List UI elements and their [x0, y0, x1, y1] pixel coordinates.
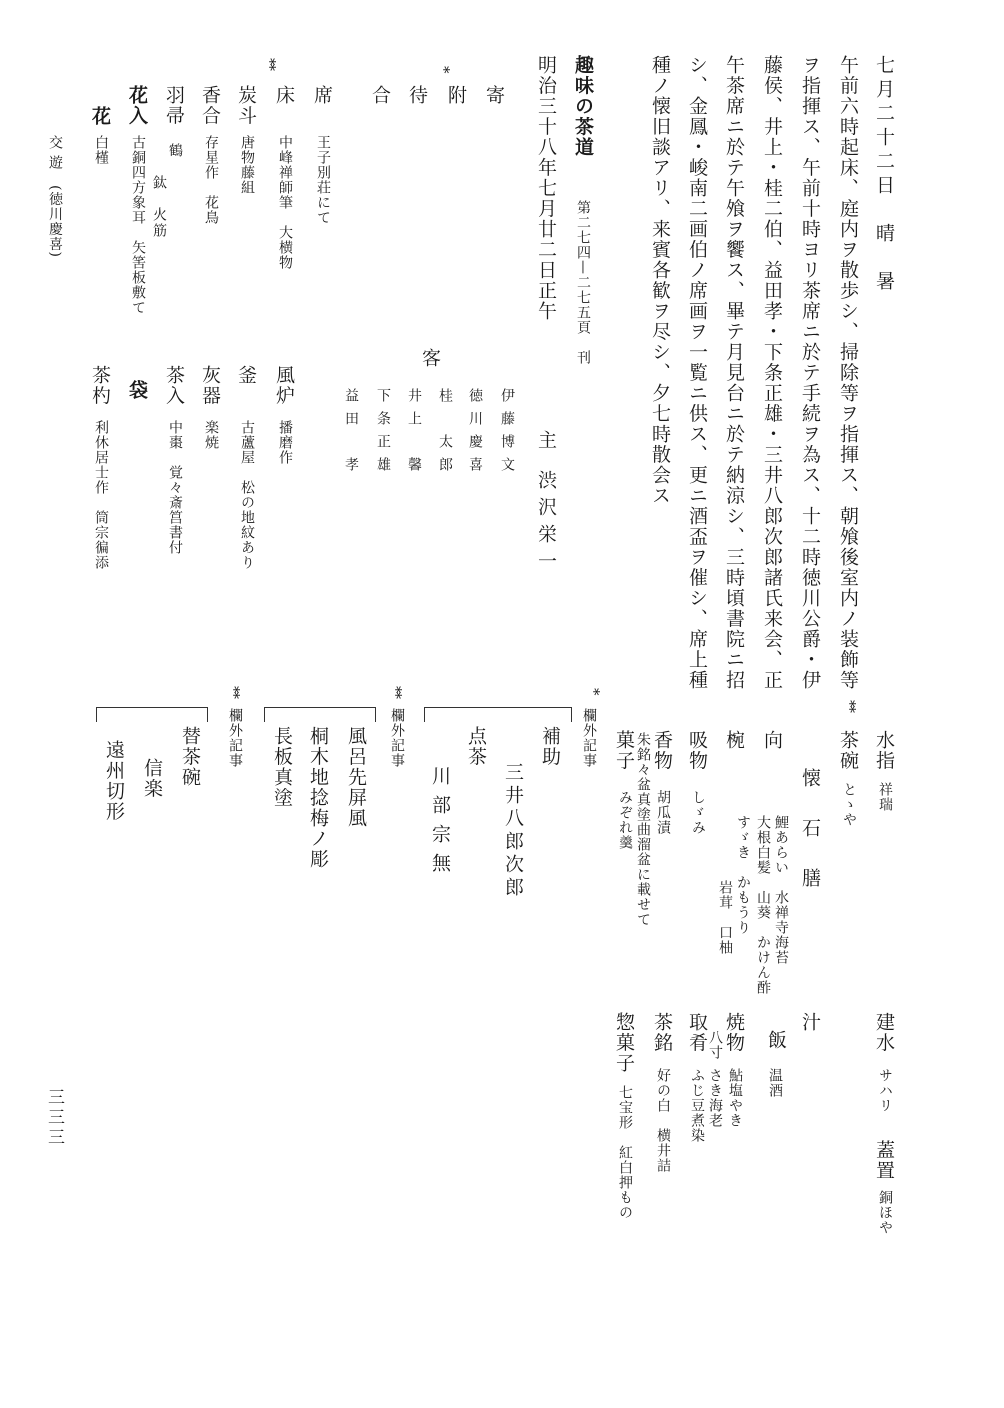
suimono-label: 吸物 [686, 730, 708, 771]
entry-hanaire-label: 花入 [126, 85, 148, 126]
utensil-kama-value: 古蘆屋 松の地紋あり [239, 420, 255, 570]
sogashi-label: 惣菓子 [613, 1012, 635, 1074]
meshi-value: 温酒 [767, 1068, 783, 1098]
meshi-label: 飯 [765, 1030, 787, 1051]
sogashi-value: 七宝形 紅白押もの [617, 1085, 633, 1220]
note1-mark: * [585, 688, 603, 694]
kashi-value: みぞれ羹 [617, 790, 633, 850]
note2-item-3: 長板真塗 [271, 726, 293, 808]
entry-sumitori-value: 唐物藤組 [239, 135, 255, 195]
chawan-value: とゝや [841, 782, 857, 827]
wan-line-2: 岩茸 口柚 [717, 880, 733, 955]
shiru-label: 汁 [799, 1012, 821, 1033]
entry-ai-label: 合 [369, 85, 391, 106]
note1-hosuke: 補助 [539, 726, 561, 767]
kaiseki-title: 懐 石 膳 [799, 768, 821, 893]
chawan-mark: ** [841, 700, 859, 711]
utensil-kama-label: 釜 [235, 365, 257, 386]
chawan-label: 茶碗 [837, 730, 859, 771]
source-title: 趣味の茶道 [572, 55, 594, 158]
utensil-furo-label: 風炉 [273, 365, 295, 406]
entry-hana-value: 白槿 [93, 135, 109, 165]
utensil-furo-value: 播磨作 [277, 420, 293, 465]
muko-line-2: 大根白髪 山葵 かけん酢 [755, 815, 771, 995]
entry-hanaire-value: 古銅四方象耳 矢筈板敷て [130, 135, 146, 315]
entry-seki-label: 席 [311, 85, 333, 106]
entry-seki-value: 王子別荘にて [315, 135, 331, 225]
chamei-label: 茶銘 [651, 1012, 673, 1053]
note1-tencha: 点茶 [465, 726, 487, 767]
plate-note: 朱銘々盆真塗曲溜盆に載せて [635, 732, 651, 927]
note2-title: 欄外記事 [389, 708, 405, 768]
entry-sumitori-label: 炭斗 [235, 85, 257, 126]
kensui-value: サハリ [877, 1068, 893, 1113]
diary-line-5: シ、金鳳・峻南二画伯ノ席画ヲ一覧ニ供ス、更ニ酒盃ヲ催シ、席上種 [686, 55, 708, 691]
guests-label: 客 [419, 348, 441, 369]
utensil-chashaku-value: 利休居士作 筒宗徧添 [93, 420, 109, 570]
entry-yori-label: 寄 [483, 85, 505, 106]
diary-line-3: 藤侯、井上・桂二伯、益田孝・下条正雄・三井八郎次郎諸氏来会、正 [761, 55, 783, 691]
suimono-value: しゞみ [690, 790, 706, 835]
entry-toko-label: 床 [273, 85, 295, 106]
entry-habo-label: 羽帚 [163, 85, 185, 126]
torizakana-label: 取肴 [686, 1012, 708, 1053]
note3-mark: ** [225, 686, 243, 697]
utensil-haiki-value: 楽焼 [203, 420, 219, 450]
entry-hana-label: 花 [89, 106, 111, 127]
kashi-label: 菓子 [613, 730, 635, 771]
entry-kogo-value: 存星作 花鳥 [203, 135, 219, 225]
note2-bracket [264, 707, 376, 722]
utensil-fukuro-label: 袋 [126, 380, 148, 401]
note3-title: 欄外記事 [227, 708, 243, 768]
note2-mark: ** [387, 686, 405, 697]
guest-2: 徳川慶喜 [467, 388, 483, 480]
guest-1: 伊藤博文 [499, 388, 515, 480]
wan-line-1: すゞき かもうり [735, 815, 751, 935]
kensui-label: 建水 [873, 1012, 895, 1053]
entry-koyu-value: (徳川慶喜) [47, 185, 63, 258]
note2-item-1: 風呂先屏風 [345, 726, 367, 829]
entry-kan-value: 鈦 火筋 [151, 175, 167, 239]
note3-item-2: 遠州切形 [103, 740, 125, 822]
yakimono-label: 焼物 [723, 1012, 745, 1053]
muko-label: 向 [761, 730, 783, 751]
konomono-value: 胡瓜漬 [655, 790, 671, 835]
guest-5: 下条正雄 [375, 388, 391, 480]
note3-label: 替茶碗 [179, 726, 201, 788]
diary-line-1: 午前六時起床、庭内ヲ散歩シ、掃除等ヲ指揮ス、朝飧後室内ノ装飾等 [837, 55, 859, 691]
guest-3: 桂 太郎 [437, 388, 453, 480]
diary-line-2: ヲ指揮ス、午前十時ヨリ茶席ニ於テ手続ヲ為ス、十二時徳川公爵・伊 [799, 55, 821, 691]
utensil-chashaku-label: 茶杓 [89, 365, 111, 406]
mizusashi-value: 祥瑞 [877, 782, 893, 812]
guest-6: 益田 孝 [343, 388, 359, 480]
wan-label: 椀 [723, 730, 745, 751]
yakimono-value: 鮎塩やき [727, 1068, 743, 1128]
host-label: 主 [535, 430, 557, 451]
entry-kogo-label: 香合 [199, 85, 221, 126]
entry-sumitori-mark: ** [261, 58, 279, 69]
source-date: 明治三十八年七月廿二日正午 [535, 55, 557, 322]
note2-item-2: 桐木地捻梅ノ彫 [307, 726, 329, 870]
entry-tsuke-label: 附 [445, 85, 467, 106]
chamei-value: 好の白 横井詰 [655, 1068, 671, 1173]
diary-date: 七月二十二日 晴 暑 [873, 55, 895, 295]
futaoki-value: 銅ほや [877, 1190, 893, 1235]
diary-line-6: 種ノ懐旧談アリ、来賓各歓ヲ尽シ、夕七時散会ス [649, 55, 671, 506]
muko-line-1: 鯉あらい 水禅寺海苔 [773, 815, 789, 965]
utensil-haiki-label: 灰器 [199, 365, 221, 406]
entry-machi-label: 待 [406, 85, 428, 106]
entry-habo-value: 鶴 [167, 143, 183, 158]
note1-bracket [424, 707, 572, 722]
hassun-label: 八寸 [707, 1030, 723, 1060]
note3-item-1: 信楽 [141, 758, 163, 799]
note1-hosuke-name: 三井八郎次郎 [502, 762, 524, 900]
guest-4: 井上 馨 [406, 388, 422, 480]
futaoki-label: 蓋置 [873, 1140, 895, 1181]
host-name: 渋沢栄一 [535, 470, 557, 578]
entry-toko-value: 中峰禅師筆 大横物 [277, 135, 293, 270]
mizusashi-label: 水指 [873, 730, 895, 771]
note3-bracket [96, 707, 208, 722]
torizakana-line-1: さき海老 [707, 1068, 723, 1128]
konomono-label: 香物 [651, 730, 673, 771]
note1-tencha-name: 川部宗無 [429, 766, 451, 882]
diary-line-4: 午茶席ニ於テ午飧ヲ饗ス、畢テ月見台ニ於テ納涼シ、三時頃書院ニ招 [723, 55, 745, 691]
torizakana-line-2: ふじ豆煮染 [689, 1068, 705, 1143]
utensil-chaire-value: 中棗 覚々斎筥書付 [167, 420, 183, 555]
note1-title: 欄外記事 [581, 708, 597, 768]
source-pages: 第二七四—二七五頁 刊 [575, 200, 591, 365]
page-number: 三三三 [44, 1088, 64, 1148]
entry-koyu-label: 交遊 [47, 135, 63, 175]
entry-tsuke-mark: * [435, 66, 453, 72]
utensil-chaire-label: 茶入 [163, 365, 185, 406]
